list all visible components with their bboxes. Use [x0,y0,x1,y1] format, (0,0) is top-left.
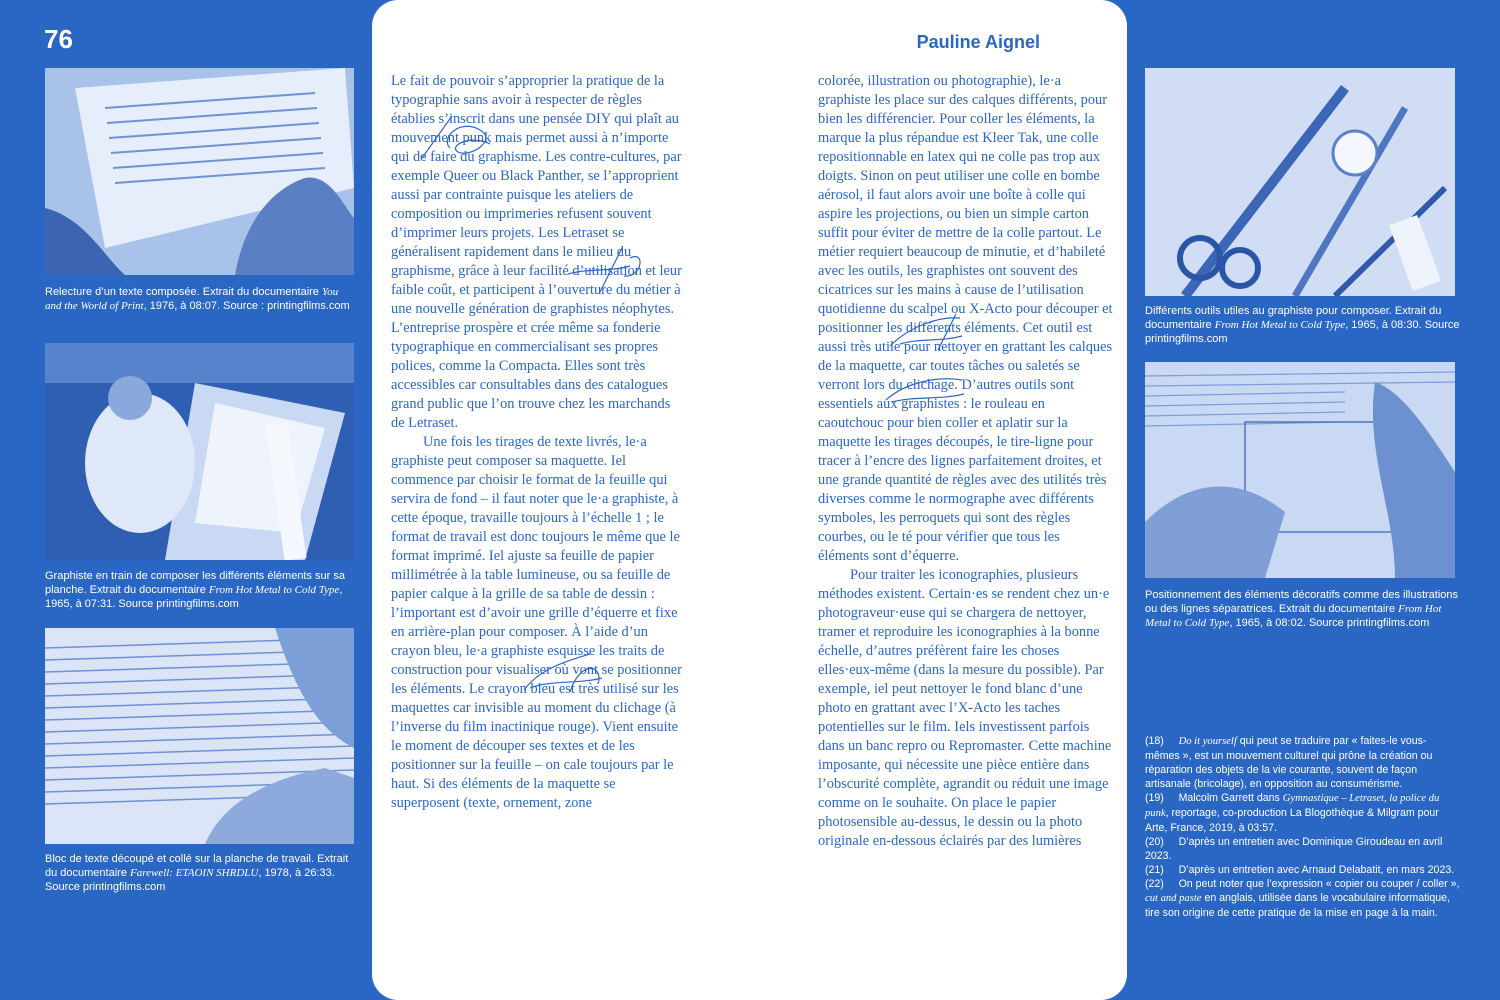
caption-4-text: Différents outils utiles au graphiste pour composer. Extrait du documentaire [1145,305,1442,331]
author-name: Pauline Aignel [916,32,1040,52]
caption-3-title: Farewell: ETAOIN SHRDLU [130,867,259,879]
footnote-italic: cut and paste [1145,893,1202,904]
paragraph: Pour traiter les iconographies, plusieurs méthodes existent. Certain·es se rendent chez un·e photograveur·euse qui se chargera de nettoyer, tramer et reproduire les iconographies à la bonne échelle, d’autres préfèrent faire les choses elles·eux-même (dans la mesure du possible). Par exemple, iel peut nettoyer le fond blanc d’une photo en grattant avec l’X-Acto les taches potentielles sur le film. Iels investissent parfois dans un banc repro ou Repromaster. Cette machine imposante, qui nécessite une pièce entière dans l’obscurité complète, agrandit ou réduit une image comme on le souhaite. On place le papier photosensible au-dessus, le dessin ou la photo originale en-dessous éclairés par des lumières [818,567,1112,849]
footnote-number: (19) [1145,792,1164,804]
photo-decorative-elements [1145,362,1455,578]
footnote-italic: Gymnastique – Letraset, la police du punk [1145,793,1440,819]
footnote-18 [1145,734,1460,791]
footnote-text: Malcolm Garrett dans [1178,792,1283,804]
footnote-number: (21) [1145,864,1164,876]
caption-4-title: From Hot Metal to Cold Type [1214,319,1346,331]
footnote-italic: Do it yourself [1178,736,1237,747]
paragraph: Une fois les tirages de texte livrés, le·a graphiste peut composer sa maquette. Iel commence par choisir le format de la feuille qui servira de fond – il faut noter que le·a graphiste, à cette époque, travaille toujours à l’échelle 1 ; le format de travail est donc toujours le même que le format imprimé. Iel ajuste sa feuille de papier millimétrée à la table lumineuse, ou sa feuille de papier calque à la grille de sa table de dessin : l’important est d’avoir une grille d’équerre et fixe en arrière-plan pour composer. À l’aide d’un crayon bleu, le·a graphiste esquisse les traits de construction pour visualiser où vont se positionner les éléments. Le crayon bleu est très utilisé sur les maquettes car invisible au moment du clichage (à l’inverse du film inactinique rouge). Vient ensuite le moment de découper ses textes et de les positionner sur la feuille – on cale toujours par le haut. Si des éléments de la maquette se superposent (texte, ornement, zone [391,434,682,811]
caption-5-title: From Hot Metal to Cold Type [1145,603,1442,629]
footnote-text: D’après un entretien avec Arnaud Delabatit, en mars 2023. [1178,864,1455,876]
caption-4-source: , 1965, à 08:30. Source printingfilms.com [1145,319,1460,345]
footnote-text: , reportage, co-production La Blogothèque & Milgram pour Arte, France, 2019, à 03:57. [1145,807,1439,834]
footnote-number: (18) [1145,735,1164,747]
caption-3-text: Bloc de texte découpé et collé sur la planche de travail. Extrait du documentaire [45,853,349,879]
caption-3-source: , 1978, à 26:33. Source printingfilms.com [45,867,335,893]
footnote-22 [1145,877,1460,920]
caption-2-text: Graphiste en train de composer les différents éléments sur sa planche. Extrait du documentaire [45,570,346,596]
photo-graphic-designer [45,343,354,560]
footnote-number: (20) [1145,836,1164,848]
footnote-text: en anglais, utilisée dans le vocabulaire informatique, tire son origine de cette pratique de la mise en page à la main. [1145,892,1451,919]
footnote-number: (22) [1145,878,1164,890]
text-column-left [391,72,687,813]
footnote-text: On peut noter que l’expression « copier ou couper / coller », [1178,878,1460,890]
page-number: 76 [44,24,73,54]
caption-1-source: , 1976, à 08:07. Source : printingfilms.com [143,300,350,312]
caption-5 [1145,588,1460,630]
footnote-21 [1145,863,1460,877]
caption-1 [45,285,355,313]
paragraph: Le fait de pouvoir s’approprier la pratique de la typographie sans avoir à respecter de règles établies s’inscrit dans une pensée DIY qui plaît au mouvement punk mais permet aussi à n’importe qui de faire du graphisme. Les contre-cultures, par exemple Queer ou Black Panther, se l’approprient aussi par contrainte puisque les ateliers de composition ou imprimeries refusent souvent d’imprimer leurs projets. Les Letraset se généralisent rapidement dans le milieu du graphisme, grâce à leur facilité d’utilisation et leur faible coût, et participent à l’ouverture du métier à une nouvelle génération de graphistes néophytes. L’entreprise prospère et crée même sa fonderie typographique en commercialisant ses propres polices, comme la Compacta. Elles sont très accessibles car consultables dans des catalogues grand public que l’on trouve chez les marchands de Letraset. [391,73,682,431]
caption-5-text: Positionnement des éléments décoratifs comme des illustrations ou des lignes séparatrices. Extrait du documentaire [1145,589,1459,615]
text-column-right [818,72,1114,851]
photo-tools [1145,68,1455,296]
caption-3 [45,852,355,894]
footnote-19 [1145,791,1460,835]
caption-5-source: , 1965, à 08:02. Source printingfilms.com [1229,617,1430,629]
caption-4 [1145,304,1460,346]
photo-text-block [45,628,354,844]
photo-proofreading [45,68,354,275]
paragraph: colorée, illustration ou photographie), le·a graphiste les place sur des calques différents, pour bien les différencier. Pour coller les éléments, la marque la plus répandue est Kleer Tak, une colle repositionnable en latex qui ne colle pas trop aux doigts. Sinon on peut utiliser une colle en bombe aérosol, il faut alors avoir une boîte à colle qui aspire les projections, ou bien un simple carton suffit pour éviter de mettre de la colle partout. Le métier requiert beaucoup de minutie, et d’habileté avec les outils, les graphistes ont souvent des cicatrices sur les mains à cause de l’utilisation quotidienne du scalpel ou X-Acto pour découper et positionner les différents éléments. Cet outil est aussi très utile pour nettoyer en grattant les calques de la maquette, car toutes tâches ou saletés se verront lors du clichage. D’autres outils sont essentiels aux graphistes : le rouleau en caoutchouc pour bien coller et aplatir sur la maquette les tirages découpés, le tire-ligne pour tracer à l’encre des lignes parfaitement droites, et une grande quantité de règles avec des utilités très diverses comme le normographe avec différents symboles, les perroquets qui sont des règles courbes, ou le té pour vérifier que tous les éléments sont d’équerre. [818,73,1113,564]
footnote-20 [1145,835,1460,863]
caption-2-source: , 1965, à 07:31. Source printingfilms.com [45,584,343,610]
footnote-text: D’après un entretien avec Dominique Giroudeau en avril 2023. [1145,836,1443,862]
caption-2-title: From Hot Metal to Cold Type [208,584,340,596]
caption-1-title: You and the World of Print [45,286,339,312]
footnote-text: qui peut se traduire par « faites-le vous-mêmes », est un mouvement culturel qui prône la création ou réparation des objets de la vie courante, souvent de façon artisanale (bricolage), en opposition au consumérisme. [1145,735,1433,790]
footnotes [1145,734,1460,920]
caption-2 [45,569,355,611]
caption-1-text: Relecture d’un texte composée. Extrait du documentaire [45,286,322,298]
